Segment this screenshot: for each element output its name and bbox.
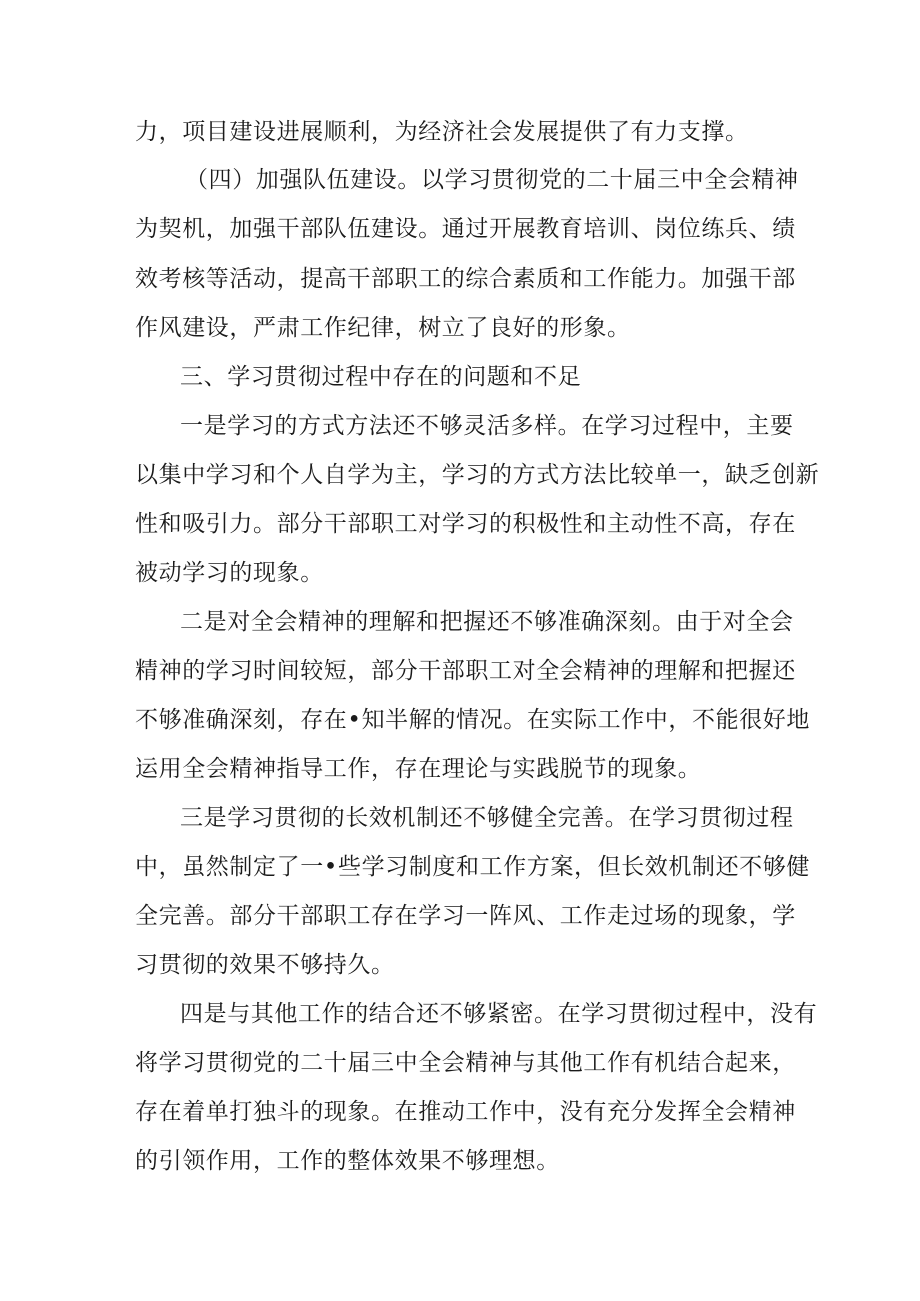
text-line: 作风建设，严肃工作纪律，树立了良好的形象。 bbox=[135, 315, 631, 341]
text-line: 不够准确深刻，存在•知半解的情况。在实际工作中，不能很好地 bbox=[135, 707, 810, 733]
text-line: 被动学习的现象。 bbox=[135, 560, 324, 586]
text-line: 运用全会精神指导工作，存在理论与实践脱节的现象。 bbox=[135, 756, 702, 782]
text-line: 习贯彻的效果不够持久。 bbox=[135, 952, 395, 978]
text-line: 为契机，加强干部队伍建设。通过开展教育培训、岗位练兵、绩 bbox=[135, 216, 796, 242]
paragraph-first-line: 四是与其他工作的结合还不够紧密。在学习贯彻过程中，没有 bbox=[180, 1001, 818, 1027]
text-line: 将学习贯彻党的二十届三中全会精神与其他工作有机结合起来， bbox=[135, 1050, 796, 1076]
section-heading-4: （四）加强队伍建设。以学习贯彻党的二十届三中全会精神 bbox=[185, 167, 799, 193]
text-line: 性和吸引力。部分干部职工对学习的积极性和主动性不高，存在 bbox=[135, 511, 796, 537]
text-line: 力，项目建设进展顺利，为经济社会发展提供了有力支撑。 bbox=[135, 119, 749, 145]
text-line: 的引领作用，工作的整体效果不够理想。 bbox=[135, 1148, 560, 1174]
section-heading-3: 三、学习贯彻过程中存在的问题和不足 bbox=[180, 364, 582, 390]
paragraph-first-line: 一是学习的方式方法还不够灵活多样。在学习过程中，主要 bbox=[180, 413, 794, 439]
text-line: 中，虽然制定了一•些学习制度和工作方案，但长效机制还不够健 bbox=[135, 854, 810, 880]
text-line: 精神的学习时间较短，部分干部职工对全会精神的理解和把握还 bbox=[135, 658, 796, 684]
text-line: 效考核等活动，提高干部职工的综合素质和工作能力。加强干部 bbox=[135, 266, 796, 292]
paragraph-first-line: 三是学习贯彻的长效机制还不够健全完善。在学习贯彻过程 bbox=[180, 805, 794, 831]
text-line: 全完善。部分干部职工存在学习一阵风、工作走过场的现象，学 bbox=[135, 903, 796, 929]
paragraph-first-line: 二是对全会精神的理解和把握还不够准确深刻。由于对全会 bbox=[180, 609, 794, 635]
text-line: 以集中学习和个人自学为主，学习的方式方法比较单一，缺乏创新 bbox=[135, 462, 820, 488]
text-line: 存在着单打独斗的现象。在推动工作中，没有充分发挥全会精神 bbox=[135, 1099, 796, 1125]
